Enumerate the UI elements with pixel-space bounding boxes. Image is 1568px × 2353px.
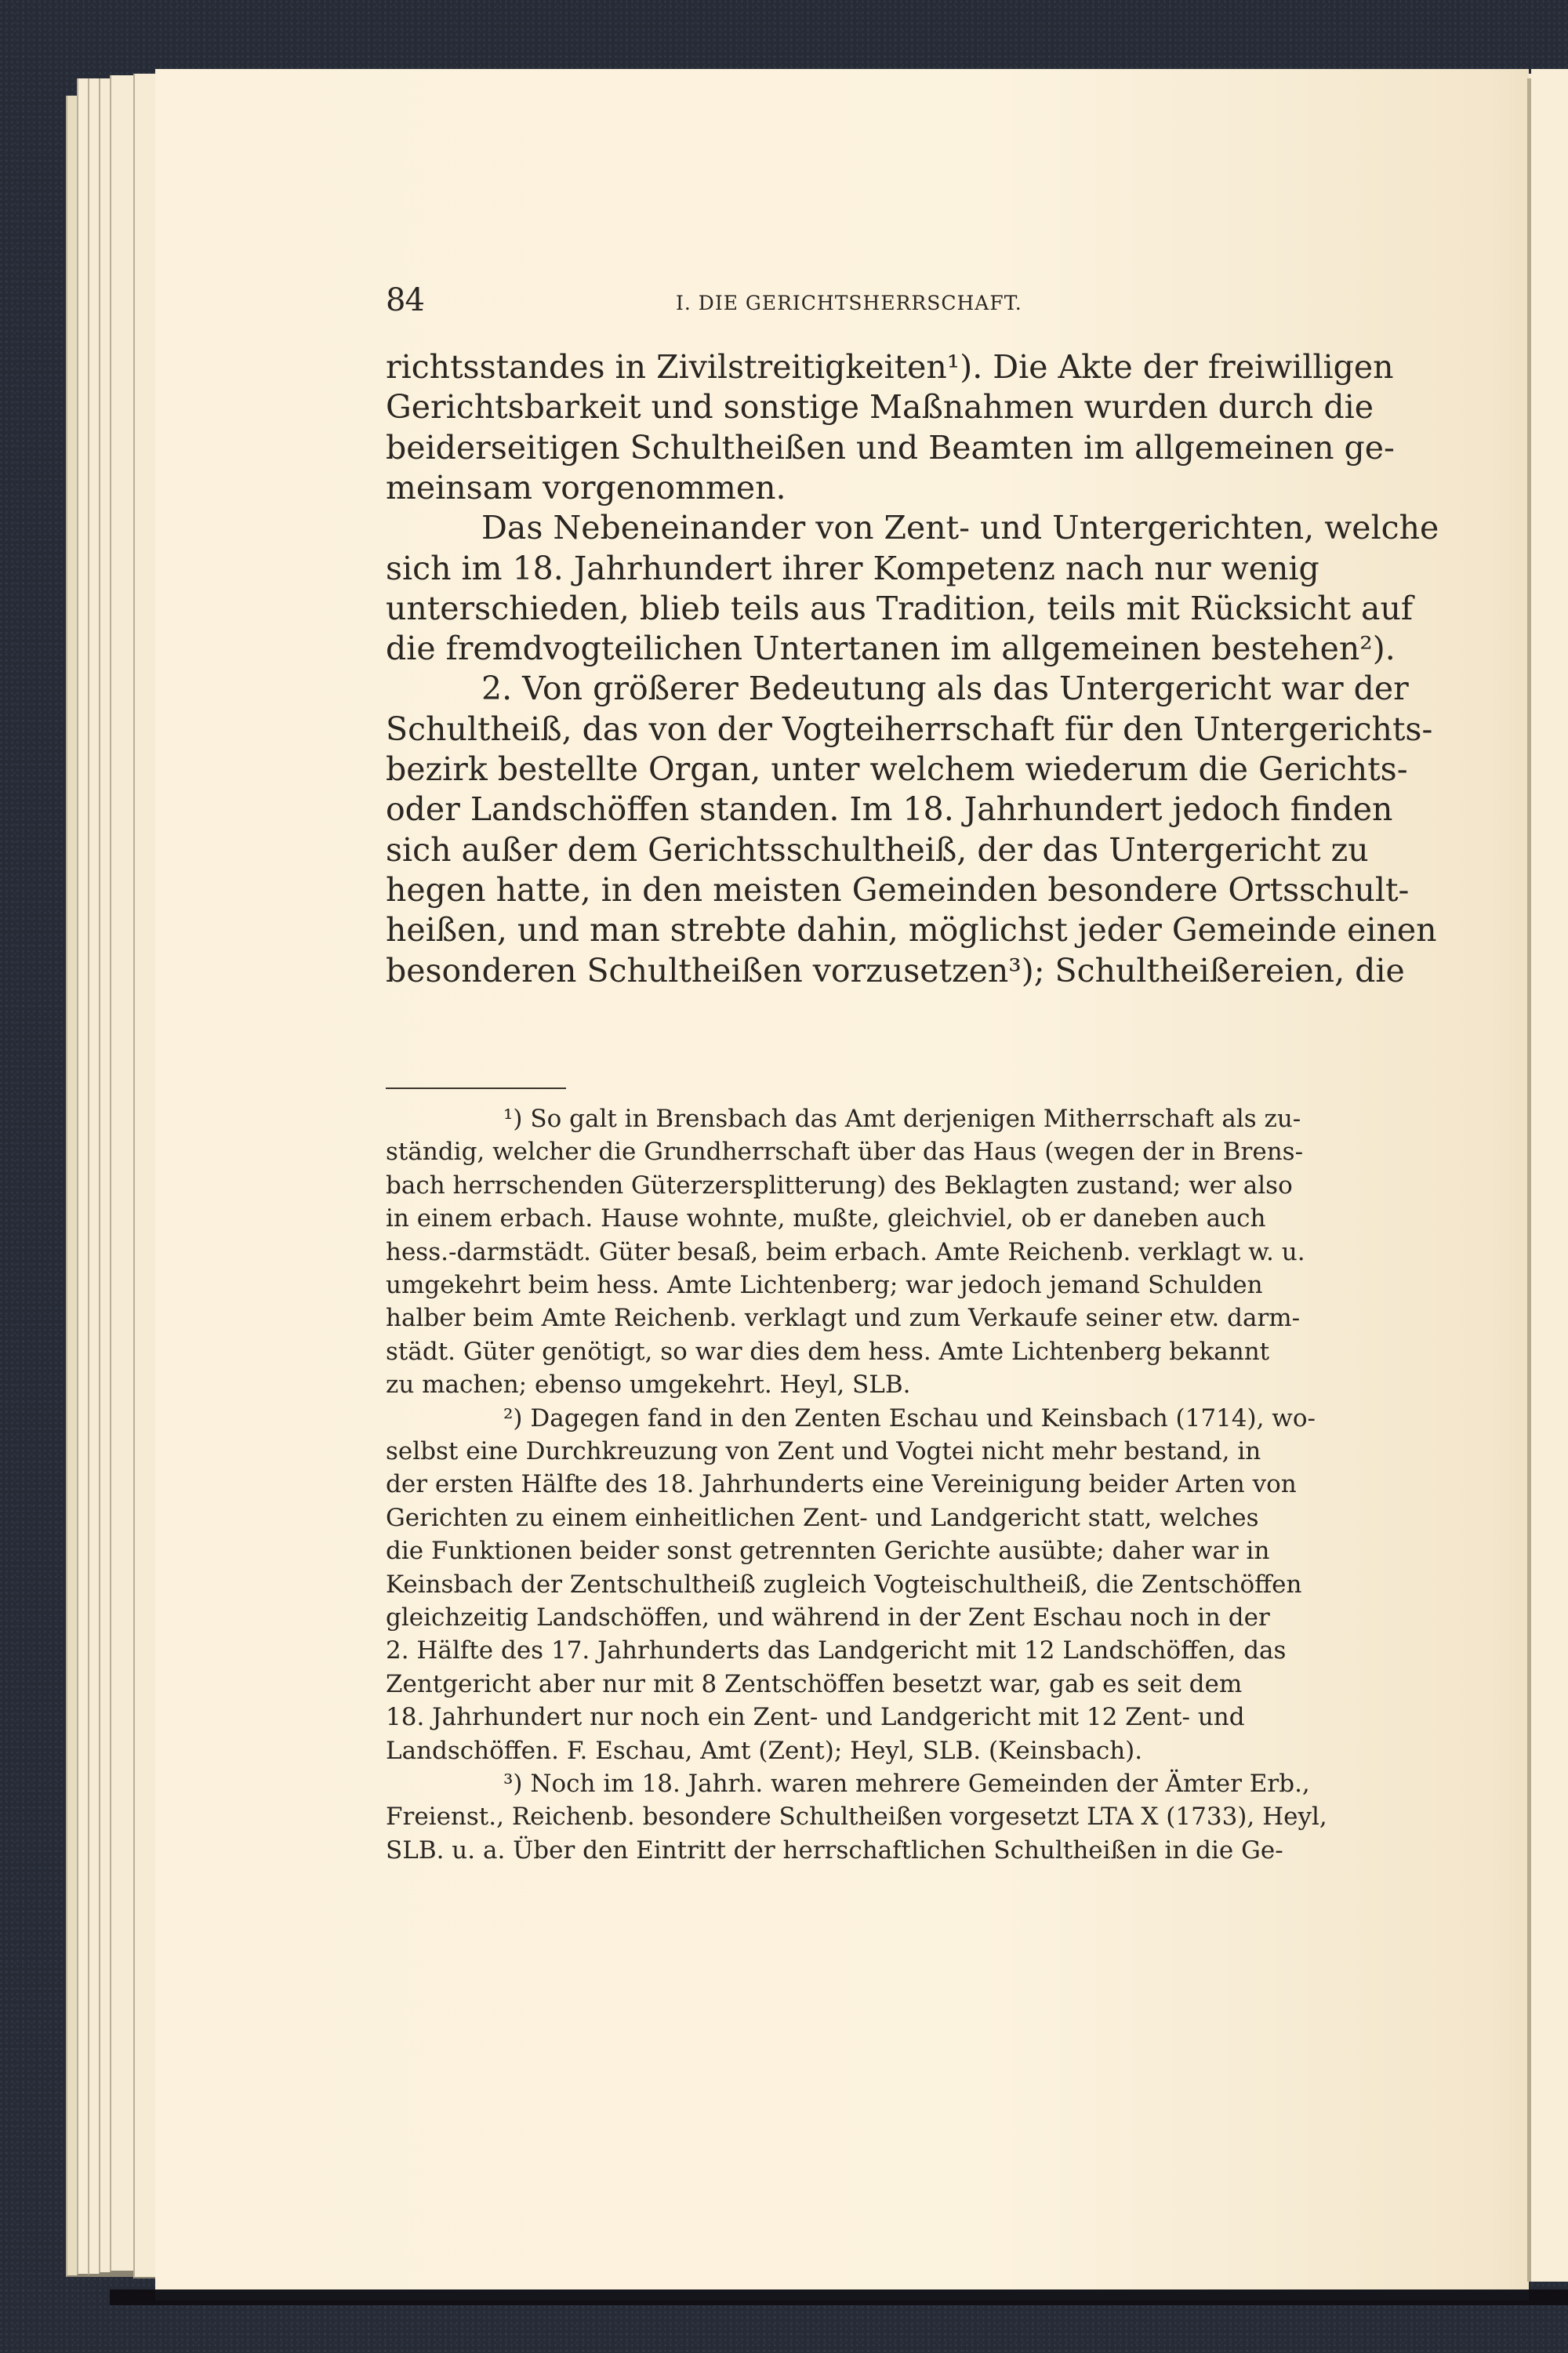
text-line: Gerichtsbarkeit und sonstige Maßnahmen wurden durch die <box>386 388 1374 427</box>
footnote-line: zu machen; ebenso umgekehrt. Heyl, SLB. <box>386 1371 911 1400</box>
text-line: hegen hatte, in den meisten Gemeinden besondere Ortsschult- <box>386 870 1410 909</box>
footnote-line: in einem erbach. Hause wohnte, mußte, gleichviel, ob er daneben auch <box>386 1204 1266 1233</box>
footnote-line: Gerichten zu einem einheitlichen Zent- und Landgericht statt, welches <box>386 1503 1259 1532</box>
footnote-line: bach herrschenden Güterzersplitterung) des Beklagten zustand; wer also <box>386 1171 1293 1200</box>
footnote-line: selbst eine Durchkreuzung von Zent und Vogtei nicht mehr bestand, in <box>386 1437 1261 1465</box>
footnote-line: der ersten Hälfte des 18. Jahrhunderts eine Vereinigung beider Arten von <box>386 1470 1297 1499</box>
footnote-line: Keinsbach der Zentschultheiß zugleich Vogteischultheiß, die Zentschöffen <box>386 1570 1302 1599</box>
text-line: sich im 18. Jahrhundert ihrer Kompetenz nach nur wenig <box>386 549 1319 587</box>
text-line: 2. Von größerer Bedeutung als das Untergericht war der <box>481 670 1409 708</box>
text-line: beiderseitigen Schultheißen und Beamten im allgemeinen ge- <box>386 428 1395 467</box>
footnote-line: hess.-darmstädt. Güter besaß, beim erbach. Amte Reichenb. verklagt w. u. <box>386 1237 1305 1266</box>
footnote-line: 18. Jahrhundert nur noch ein Zent- und Landgericht mit 12 Zent- und <box>386 1703 1245 1732</box>
footnote-line: gleichzeitig Landschöffen, und während in der Zent Eschau noch in der <box>386 1603 1270 1632</box>
footnote-line: ²) Dagegen fand in den Zenten Eschau und Keinsbach (1714), wo- <box>503 1403 1316 1432</box>
footnote-line: städt. Güter genötigt, so war dies dem hess. Amte Lichtenberg bekannt <box>386 1337 1270 1366</box>
footnote-separator <box>386 1088 566 1089</box>
footnote-line: halber beim Amte Reichenb. verklagt und zum Verkaufe seiner etw. darm- <box>386 1304 1301 1333</box>
footnote-line: ³) Noch im 18. Jahrh. waren mehrere Gemeinden der Ämter Erb., <box>503 1770 1310 1798</box>
text-line: die fremdvogteilichen Untertanen im allgemeinen bestehen²). <box>386 630 1396 668</box>
text-line: oder Landschöffen standen. Im 18. Jahrhundert jedoch finden <box>386 790 1393 829</box>
running-head: I. DIE GERICHTSHERRSCHAFT. <box>676 292 1022 314</box>
footnote-line: ständig, welcher die Grundherrschaft über das Haus (wegen der in Brens- <box>386 1138 1304 1167</box>
footnote-line: 2. Hälfte des 17. Jahrhunderts das Landgericht mit 12 Landschöffen, das <box>386 1636 1287 1665</box>
text-line: Das Nebeneinander von Zent- und Untergerichten, welche <box>481 509 1439 547</box>
footnote-line: Zentgericht aber nur mit 8 Zentschöffen besetzt war, gab es seit dem <box>386 1669 1243 1698</box>
footnote-line: Landschöffen. F. Eschau, Amt (Zent); Heyl, SLB. (Keinsbach). <box>386 1736 1143 1765</box>
text-line: sich außer dem Gerichtsschultheiß, der das Untergericht zu <box>386 830 1369 869</box>
text-line: Schultheiß, das von der Vogteiherrschaft für den Untergerichts- <box>386 710 1433 748</box>
footnote-line: ¹) So galt in Brensbach das Amt derjenigen Mitherrschaft als zu- <box>503 1105 1301 1133</box>
footnote-line: SLB. u. a. Über den Eintritt der herrschaftlichen Schultheißen in die Ge- <box>386 1836 1283 1865</box>
footnote-line: umgekehrt beim hess. Amte Lichtenberg; war jedoch jemand Schulden <box>386 1271 1263 1299</box>
page-number: 84 <box>386 282 424 318</box>
text-line: unterschieden, blieb teils aus Tradition, teils mit Rücksicht auf <box>386 589 1414 627</box>
footnote-line: die Funktionen beider sonst getrennten Gerichte ausübte; daher war in <box>386 1537 1270 1566</box>
page-shadow <box>110 2289 1568 2305</box>
text-line: besonderen Schultheißen vorzusetzen³); Schultheißereien, die <box>386 951 1405 989</box>
facing-page-edge <box>1531 69 1568 2282</box>
text-line: bezirk bestellte Organ, unter welchem wiederum die Gerichts- <box>386 750 1408 788</box>
text-line: heißen, und man strebte dahin, möglichst jeder Gemeinde einen <box>386 911 1437 950</box>
text-line: richtsstandes in Zivilstreitigkeiten¹). Die Akte der freiwilligen <box>386 348 1394 386</box>
footnote-line: Freienst., Reichenb. besondere Schultheißen vorgesetzt LTA X (1733), Heyl, <box>386 1803 1327 1832</box>
page-header <box>386 276 1170 323</box>
text-line: meinsam vorgenommen. <box>386 468 786 507</box>
